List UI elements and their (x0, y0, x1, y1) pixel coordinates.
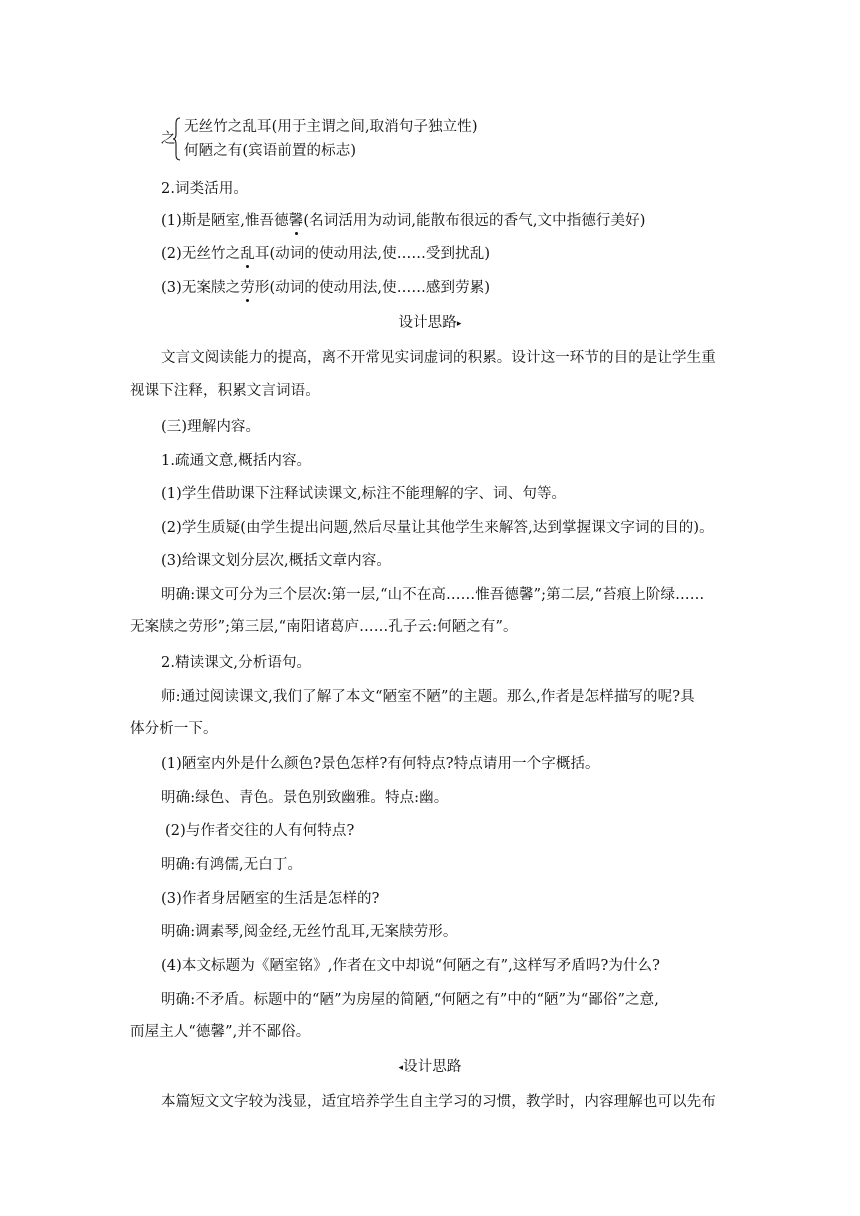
teacher-prompt-a: 师:通过阅读课文,我们了解了本文“陋室不陋”的主题。那么,作者是怎样描写的呢?具 (161, 689, 695, 705)
zhi-character: 之 (161, 131, 176, 147)
question-1: (1)陋室内外是什么颜色?景色怎样?有何特点?特点请用一个字概括。 (161, 756, 600, 772)
answer-1b: 无案牍之劳形”;第三层,“南阳诸葛庐……孔子云:何陋之有”。 (130, 619, 518, 635)
word-class-heading: 2.词类活用。 (161, 181, 249, 197)
emphasis-dot-char: 馨 (288, 213, 304, 229)
design-idea-paragraph-2: 本篇短文文字较为浅显，适宜培养学生自主学习的习惯，教学时，内容理解也可以先布 (161, 1094, 716, 1110)
left-brace-icon (172, 117, 182, 161)
left-triangle-icon: ◂ (398, 1063, 404, 1073)
design-idea-title-1: 设计思路▸ (398, 315, 462, 331)
answer-q4b: 而屋主人“德馨”,并不鄙俗。 (130, 1024, 311, 1040)
section-heading: (三)理解内容。 (161, 419, 261, 435)
emphasis-dot-char: 劳 (240, 280, 255, 296)
subsection-2: 2.精读课文,分析语句。 (161, 655, 312, 671)
answer-q4a: 明确:不矛盾。标题中的“陋”为房屋的简陋,“何陋之有”中的“陋”为“鄙俗”之意, (161, 992, 659, 1008)
subsection-1: 1.疏通文意,概括内容。 (161, 453, 312, 469)
question-3: (3)作者身居陋室的生活是怎样的? (161, 891, 380, 907)
design-idea-title-2: ◂设计思路 (398, 1059, 462, 1075)
answer-q2: 明确:有鸿儒,无白丁。 (161, 857, 303, 873)
zhi-usage-2: 何陋之有(宾语前置的标志) (184, 143, 357, 159)
right-triangle-icon: ▸ (456, 319, 462, 329)
step-3: (3)给课文划分层次,概括文章内容。 (161, 553, 391, 569)
answer-q3: 明确:调素琴,阅金经,无丝竹乱耳,无案牍劳形。 (161, 924, 458, 940)
question-2: (2)与作者交往的人有何特点? (165, 823, 355, 839)
teacher-prompt-b: 体分析一下。 (130, 721, 218, 737)
word-class-item-2: (2)无丝竹之乱耳(动词的使动用法,使……受到扰乱) (161, 246, 491, 262)
zhi-usage-1: 无丝竹之乱耳(用于主谓之间,取消句子独立性) (184, 119, 478, 135)
answer-q1: 明确:绿色、青色。景色别致幽雅。特点:幽。 (161, 790, 449, 806)
answer-1a: 明确:课文可分为三个层次:第一层,“山不在高……惟吾德馨”;第二层,“苔痕上阶绿…… (161, 587, 705, 603)
word-class-item-1: (1)斯是陋室,惟吾德馨(名词活用为动词,能散布很远的香气,文中指德行美好) (161, 213, 646, 229)
step-1: (1)学生借助课下注释试读课文,标注不能理解的字、词、句等。 (161, 486, 567, 502)
design-idea-paragraph-1b: 视课下注释，积累文言词语。 (130, 383, 320, 399)
question-4: (4)本文标题为《陋室铭》,作者在文中却说“何陋之有”,这样写矛盾吗?为什么? (161, 958, 661, 974)
emphasis-dot-char: 乱 (240, 246, 255, 262)
step-2: (2)学生质疑(由学生提出问题,然后尽量让其他学生来解答,达到掌握课文字词的目的)。 (161, 520, 714, 536)
design-idea-paragraph-1a: 文言文阅读能力的提高，离不开常见实词虚词的积累。设计这一环节的目的是让学生重 (161, 350, 716, 366)
word-class-item-3: (3)无案牍之劳形(动词的使动用法,使……感到劳累) (161, 280, 491, 296)
